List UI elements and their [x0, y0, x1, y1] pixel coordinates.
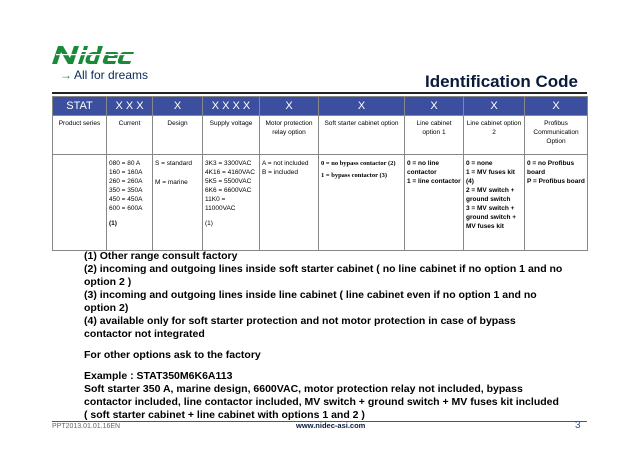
option-item: B = included — [262, 169, 298, 176]
header-cell: X — [464, 97, 525, 116]
option-item: (1) — [109, 220, 117, 227]
option-item: 0 = none — [466, 160, 493, 167]
note-item: (2) incoming and outgoing lines inside soft starter cabinet ( no line cabinet if no option 1 and no option 2 ) — [84, 263, 563, 288]
header-cell: STAT — [53, 97, 107, 116]
options-cell-product — [53, 155, 107, 251]
label-cell: Product series — [53, 116, 107, 155]
nidec-logo-icon — [50, 44, 146, 66]
option-item: 0 = no bypass contactor (2) — [321, 160, 396, 167]
nidec-logo — [50, 44, 150, 66]
other-options-note: For other options ask to the factory — [84, 349, 261, 361]
header-cell: X X X X — [203, 97, 260, 116]
header-cell: X — [153, 97, 203, 116]
option-item: 0 = no Profibus board — [527, 160, 575, 176]
options-cell-soft — [319, 155, 405, 251]
option-item: 11K0 = 11000VAC — [205, 196, 236, 212]
option-item: 4K16 = 4160VAC — [205, 169, 255, 176]
tagline — [60, 68, 148, 82]
table-options-row — [53, 155, 588, 251]
example-text: Soft starter 350 A, marine design, 6600VAC, motor protection relay not included, bypass contactor included, line contactor included, MV switch + ground switch + MV fuses kit included ( soft starter cabinet + line cabinet with options 1 and 2 ) — [84, 383, 559, 421]
option-item: 080 = 80 A — [109, 160, 141, 167]
tagline-text: All for dreams — [74, 68, 149, 82]
option-item: 350 = 350A — [109, 187, 143, 194]
option-item: 3K3 = 3300VAC — [205, 160, 252, 167]
arrow-icon: → — [60, 68, 72, 82]
note-item: (4) available only for soft starter protection and not motor protection in case of bypass contactor not integrated — [84, 315, 516, 340]
page-number: 3 — [575, 420, 581, 431]
doc-id: PPT2013.01.01.16EN — [52, 423, 121, 430]
option-item: 5K5 = 5500VAC — [205, 178, 252, 185]
option-item: (1) — [205, 220, 213, 227]
option-item: 1 = MV fuses kit (4) — [466, 169, 515, 185]
option-item: A = not included — [262, 160, 309, 167]
option-item: 450 = 450A — [109, 196, 143, 203]
page-title: Identification Code — [425, 72, 578, 91]
website-link[interactable]: www.nidec-asi.com — [296, 421, 366, 430]
example-title: Example : STAT350M6K6A113 — [84, 370, 233, 382]
options-cell-voltage — [203, 155, 260, 251]
option-item: 2 = MV switch + ground switch — [466, 187, 515, 203]
options-cell-profibus — [525, 155, 588, 251]
options-cell-current — [107, 155, 153, 251]
options-cell-design — [153, 155, 203, 251]
option-item: 260 = 260A — [109, 178, 143, 185]
label-cell: Line cabinet option 1 — [405, 116, 464, 155]
table-label-row — [53, 116, 588, 155]
option-item: 600 = 600A — [109, 205, 143, 212]
label-cell: Design — [153, 116, 203, 155]
label-cell: Supply voltage — [203, 116, 260, 155]
label-cell: Motor protection relay option — [260, 116, 319, 155]
header-cell: X — [319, 97, 405, 116]
option-item: 3 = MV switch + ground switch + MV fuses kit — [466, 205, 517, 230]
option-item: 0 = no line contactor — [407, 160, 439, 176]
table-header-row — [53, 97, 588, 116]
option-item: 6K6 = 6600VAC — [205, 187, 252, 194]
option-item: 1 = bypass contactor (3) — [321, 172, 388, 179]
label-cell: Soft starter cabinet option — [319, 116, 405, 155]
options-cell-line1 — [405, 155, 464, 251]
options-cell-line2 — [464, 155, 525, 251]
notes-section — [84, 250, 564, 422]
label-cell: Current — [107, 116, 153, 155]
note-item: (3) incoming and outgoing lines inside line cabinet ( line cabinet even if no option 1 and no option 2) — [84, 289, 537, 314]
option-item: 160 = 160A — [109, 169, 143, 176]
label-cell: Line cabinet option 2 — [464, 116, 525, 155]
option-item: 1 = line contactor — [407, 178, 461, 185]
header-cell: X X X — [107, 97, 153, 116]
identification-code-table — [52, 96, 588, 251]
options-cell-motor — [260, 155, 319, 251]
header-cell: X — [260, 97, 319, 116]
note-item: (1) Other range consult factory — [84, 250, 238, 262]
option-item: M = marine — [155, 179, 188, 186]
label-cell: Profibus Communication Option — [525, 116, 588, 155]
header-cell: X — [405, 97, 464, 116]
title-rule — [52, 92, 587, 94]
option-item: S = standard — [155, 160, 193, 167]
option-item: P = Profibus board — [527, 178, 585, 185]
header-cell: X — [525, 97, 588, 116]
